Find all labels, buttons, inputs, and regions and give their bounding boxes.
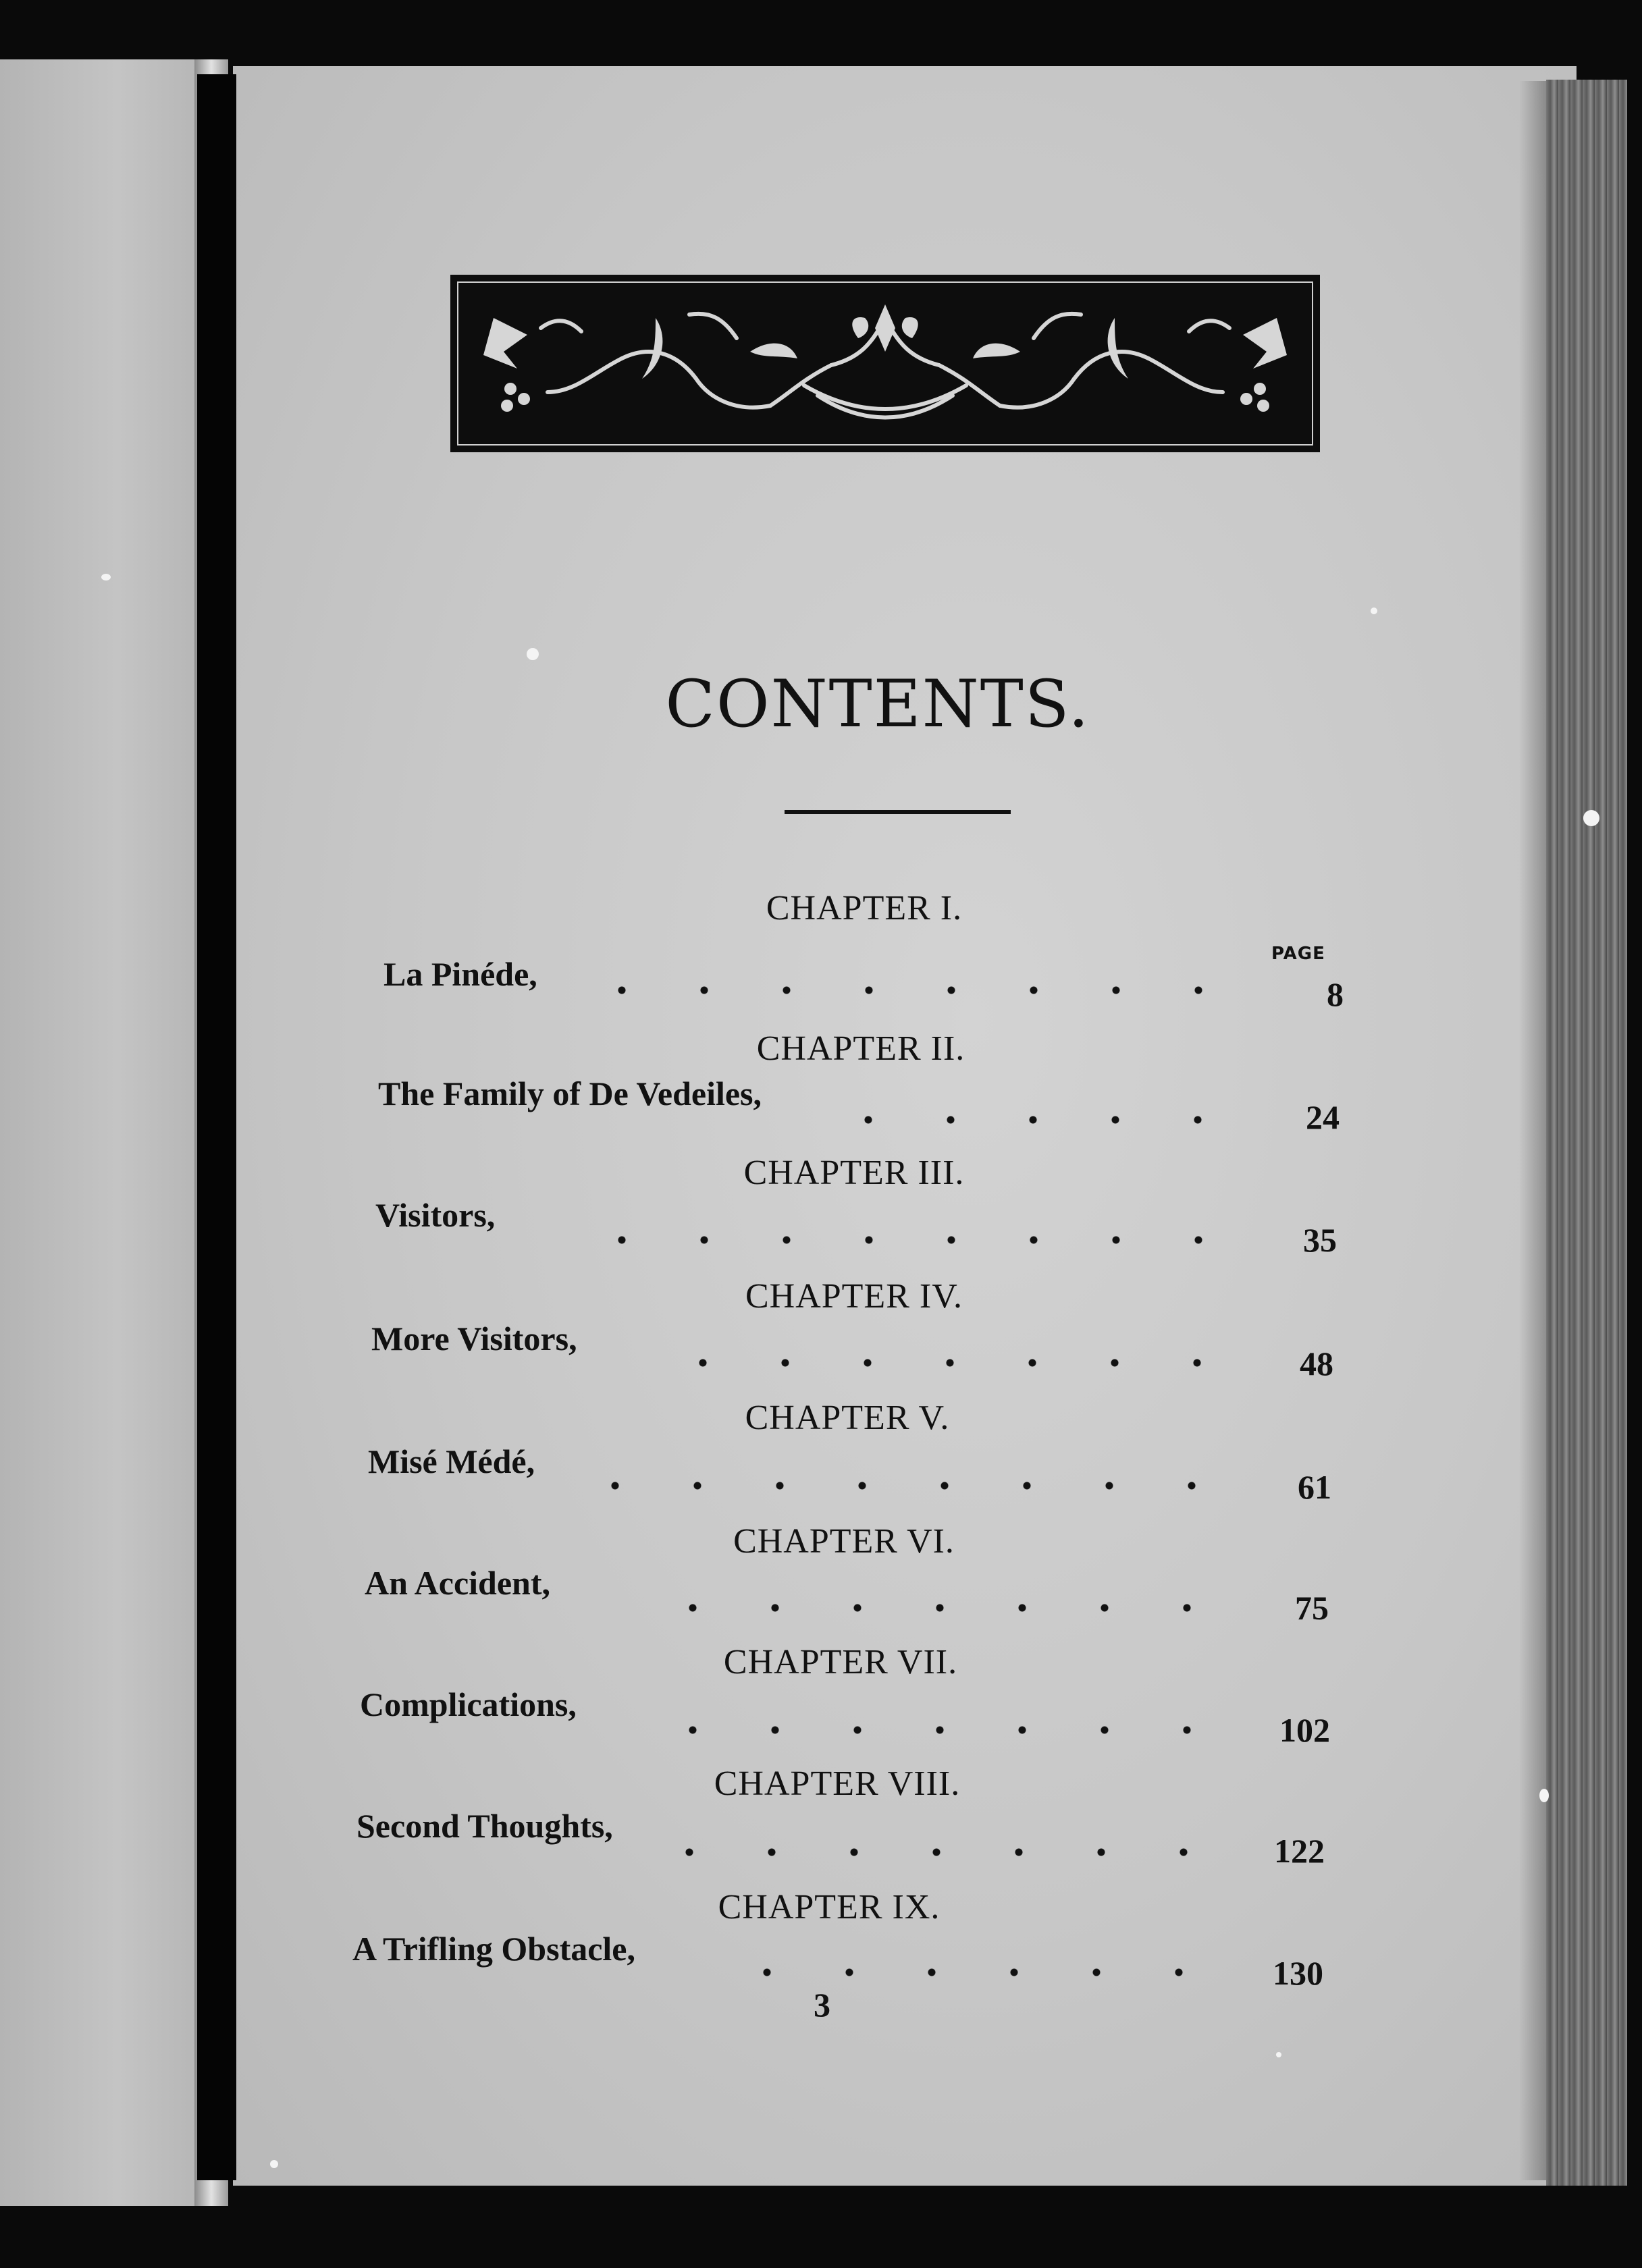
dot-leader [574, 1481, 1249, 1490]
chapter-heading: CHAPTER V. [745, 1399, 950, 1437]
binding-gutter [197, 74, 236, 2180]
entry-title: The Family of De Vedeiles, [378, 1075, 762, 1112]
entry-title: An Accident, [365, 1564, 550, 1602]
dot-leader [726, 1968, 1239, 1977]
page-number: 3 [814, 1986, 830, 2024]
chapter-heading: CHAPTER VII. [723, 1643, 958, 1681]
entry-page-number: 48 [1300, 1345, 1333, 1382]
entry-page-number: 35 [1303, 1221, 1337, 1259]
chapter-heading: CHAPTER III. [743, 1154, 965, 1192]
chapter-heading: CHAPTER IV. [745, 1277, 963, 1316]
entry-page-number: 102 [1279, 1711, 1330, 1749]
floral-ornament-icon [453, 277, 1317, 450]
page-column-label: PAGE [1271, 944, 1325, 964]
entry-page-number: 75 [1295, 1589, 1329, 1627]
entry-page-number: 8 [1327, 975, 1344, 1013]
entry-title: Complications, [360, 1685, 577, 1723]
entry-title: Misé Médé, [368, 1442, 535, 1480]
entry-page-number: 61 [1298, 1468, 1331, 1506]
dot-leader [662, 1358, 1256, 1368]
entry-title: La Pinéde, [383, 955, 537, 993]
chapter-heading: CHAPTER VIII. [714, 1764, 961, 1803]
chapter-heading: CHAPTER II. [756, 1029, 965, 1068]
dot-leader [652, 1603, 1246, 1613]
entry-page-number: 130 [1273, 1954, 1323, 1992]
entry-title: Second Thoughts, [356, 1807, 613, 1845]
chapter-heading: CHAPTER VI. [733, 1522, 955, 1561]
page-title: CONTENTS. [665, 666, 1090, 742]
chapter-heading: CHAPTER I. [766, 889, 963, 927]
dot-leader [827, 1115, 1259, 1125]
entry-title: Visitors, [375, 1196, 496, 1234]
entry-title: More Visitors, [371, 1320, 577, 1357]
floral-headpiece-ornament [450, 275, 1320, 452]
entry-page-number: 24 [1306, 1098, 1340, 1136]
chapter-heading: CHAPTER IX. [718, 1888, 941, 1926]
title-rule [785, 810, 1011, 814]
entry-page-number: 122 [1274, 1832, 1325, 1870]
page-stack-edge [1546, 80, 1627, 2186]
dot-leader [581, 986, 1256, 995]
entry-title: A Trifling Obstacle, [352, 1930, 635, 1968]
left-page [0, 59, 196, 2206]
dot-leader [648, 1847, 1242, 1857]
dot-leader [652, 1725, 1246, 1735]
dot-leader [581, 1235, 1256, 1245]
